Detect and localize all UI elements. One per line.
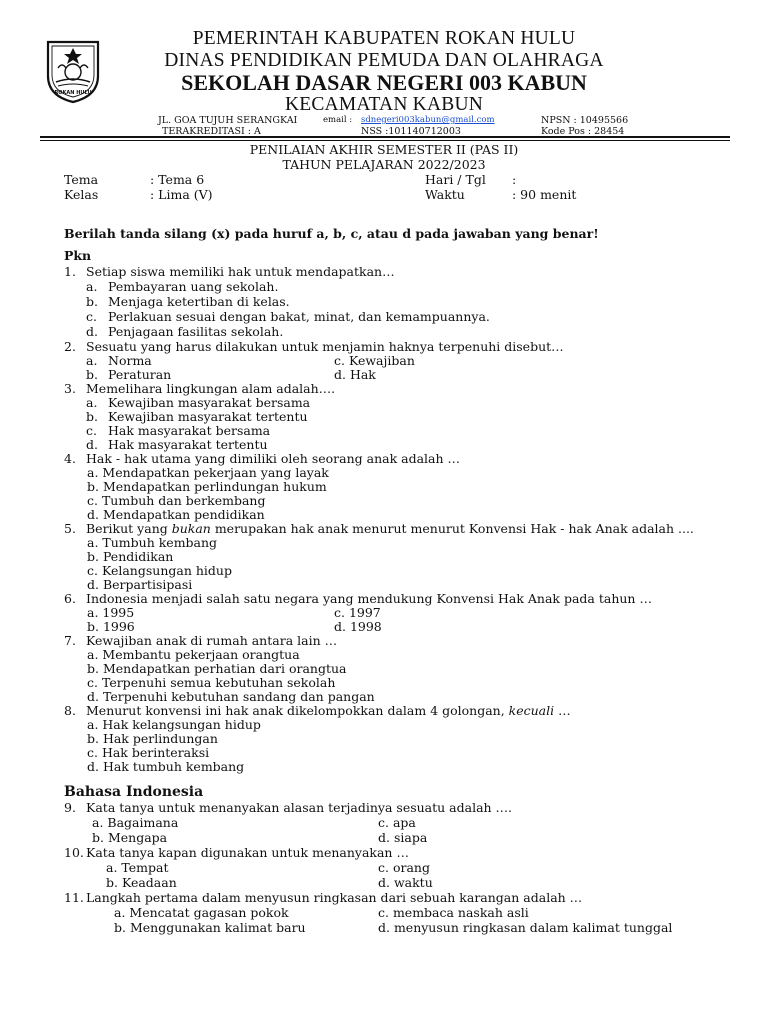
header-accreditation: TERAKREDITASI : A: [162, 126, 261, 137]
instruction: Berilah tanda silang (x) pada huruf a, b, c, atau d pada jawaban yang benar!: [64, 226, 599, 241]
option-text: Menjaga ketertiban di kelas.: [108, 294, 290, 309]
exam-year: TAHUN PELAJARAN 2022/2023: [282, 157, 486, 172]
option-c: c. membaca naskah asli: [378, 905, 529, 920]
header-nss: NSS :101140712003: [361, 126, 461, 137]
option-d: d. Terpenuhi kebutuhan sandang dan pangan: [87, 689, 375, 704]
question-text: Kewajiban anak di rumah antara lain …: [86, 633, 338, 648]
question-text: Langkah pertama dalam menyusun ringkasan dari sebuah karangan adalah …: [86, 890, 583, 905]
option-text: Pembayaran uang sekolah.: [108, 279, 279, 294]
option-d: d. Hak tumbuh kembang: [87, 759, 245, 774]
option-text: Hak masyarakat tertentu: [108, 437, 268, 452]
option-letter: a.: [86, 395, 98, 410]
header-divider-thick: [40, 136, 730, 138]
question-number: 11.: [64, 890, 84, 905]
header-address: JL. GOA TUJUH SERANGKAI: [158, 115, 298, 126]
option-c: c. Hak berinteraksi: [87, 745, 210, 760]
header-email-link[interactable]: sdnegeri003kabun@gmail.com: [361, 115, 495, 125]
question-text: [86, 521, 694, 536]
option-letter: b.: [86, 367, 98, 382]
option-d: d. Hak: [334, 367, 376, 382]
option-a: a. 1995: [87, 605, 135, 620]
option-c: c. 1997: [334, 605, 381, 620]
option-a: a. Tumbuh kembang: [87, 535, 218, 550]
tema-label: Tema: [64, 172, 99, 187]
question-number: 1.: [64, 264, 76, 279]
option-text: Penjagaan fasilitas sekolah.: [108, 324, 284, 339]
question-number: 7.: [64, 633, 76, 648]
option-text: Kewajiban masyarakat tertentu: [108, 409, 308, 424]
option-letter: d.: [86, 324, 98, 339]
question-text: Hak - hak utama yang dimiliki oleh seorang anak adalah …: [86, 451, 461, 466]
question-text-part: merupakan hak anak menurut menurut Konvensi Hak - hak Anak adalah ....: [210, 521, 694, 536]
option-a: a. Mencatat gagasan pokok: [114, 905, 289, 920]
option-c: c. orang: [378, 860, 430, 875]
option-text: Peraturan: [108, 367, 172, 382]
option-b: b. Mendapatkan perhatian dari orangtua: [87, 661, 347, 676]
option-b: b. Mengapa: [92, 830, 168, 845]
question-text-emphasis: kecuali: [508, 703, 555, 718]
option-b: b. Pendidikan: [87, 549, 174, 564]
question-text: Memelihara lingkungan alam adalah….: [86, 381, 336, 396]
option-a: a. Tempat: [106, 860, 169, 875]
option-text: Norma: [108, 353, 152, 368]
header-district: KECAMATAN KABUN: [284, 94, 484, 115]
option-a: a. Mendapatkan pekerjaan yang layak: [87, 465, 329, 480]
question-text-emphasis: bukan: [171, 521, 211, 536]
header-department: DINAS PENDIDIKAN PEMUDA DAN OLAHRAGA: [164, 50, 604, 71]
kelas-value: : Lima (V): [150, 187, 213, 202]
question-number: 4.: [64, 451, 76, 466]
option-c: c. Terpenuhi semua kebutuhan sekolah: [87, 675, 336, 690]
option-d: d. Berpartisipasi: [87, 577, 193, 592]
option-letter: b.: [86, 294, 98, 309]
question-number: 9.: [64, 800, 76, 815]
option-d: d. menyusun ringkasan dalam kalimat tunggal: [378, 920, 673, 935]
question-number: 2.: [64, 339, 76, 354]
waktu-value: : 90 menit: [512, 187, 577, 202]
header-school-name: SEKOLAH DASAR NEGERI 003 KABUN: [181, 70, 587, 95]
header-postcode: Kode Pos : 28454: [541, 126, 625, 137]
exam-title: PENILAIAN AKHIR SEMESTER II (PAS II): [249, 142, 519, 157]
option-d: d. waktu: [378, 875, 433, 890]
option-text: Perlakuan sesuai dengan bakat, minat, dan kemampuannya.: [108, 309, 490, 324]
section-pkn-heading: Pkn: [64, 248, 92, 263]
question-number: 10.: [64, 845, 84, 860]
header-npsn: NPSN : 10495566: [541, 115, 629, 126]
option-b: b. Hak perlindungan: [87, 731, 218, 746]
waktu-label: Waktu: [425, 187, 465, 202]
option-d: d. Mendapatkan pendidikan: [87, 507, 265, 522]
option-letter: a.: [86, 353, 98, 368]
option-letter: a.: [86, 279, 98, 294]
option-c: c. Tumbuh dan berkembang: [87, 493, 266, 508]
option-b: b. Keadaan: [106, 875, 177, 890]
question-text: [86, 703, 571, 718]
option-d: d. siapa: [378, 830, 428, 845]
option-a: a. Membantu pekerjaan orangtua: [87, 647, 300, 662]
question-number: 6.: [64, 591, 76, 606]
question-number: 5.: [64, 521, 76, 536]
question-text: Kata tanya kapan digunakan untuk menanyakan …: [86, 845, 409, 860]
option-text: Kewajiban masyarakat bersama: [108, 395, 311, 410]
question-number: 3.: [64, 381, 76, 396]
option-letter: d.: [86, 437, 98, 452]
header-email-label: email :: [323, 115, 353, 125]
option-c: c. Kewajiban: [334, 353, 415, 368]
question-text: Setiap siswa memiliki hak untuk mendapatkan…: [86, 264, 395, 279]
option-letter: b.: [86, 409, 98, 424]
option-b: b. Menggunakan kalimat baru: [114, 920, 306, 935]
option-d: d. 1998: [334, 619, 382, 634]
tema-value: : Tema 6: [150, 172, 205, 187]
option-letter: c.: [86, 309, 97, 324]
svg-text:ROKAN HULU: ROKAN HULU: [54, 90, 92, 96]
option-text: Hak masyarakat bersama: [108, 423, 271, 438]
question-number: 8.: [64, 703, 76, 718]
question-text: Kata tanya untuk menanyakan alasan terjadinya sesuatu adalah ….: [86, 800, 513, 815]
option-a: a. Hak kelangsungan hidup: [87, 717, 261, 732]
question-text: Sesuatu yang harus dilakukan untuk menjamin haknya terpenuhi disebut…: [86, 339, 564, 354]
question-text: Indonesia menjadi salah satu negara yang mendukung Konvensi Hak Anak pada tahun …: [86, 591, 652, 606]
option-b: b. Mendapatkan perlindungan hukum: [87, 479, 327, 494]
option-b: b. 1996: [87, 619, 135, 634]
question-text-part: Menurut konvensi ini hak anak dikelompokkan dalam 4 golongan,: [86, 703, 509, 718]
section-bahasa-heading: Bahasa Indonesia: [64, 784, 204, 800]
kelas-label: Kelas: [64, 187, 99, 202]
option-a: a. Bagaimana: [92, 815, 179, 830]
option-c: c. Kelangsungan hidup: [87, 563, 232, 578]
hari-label: Hari / Tgl: [425, 172, 486, 187]
header-divider-thin: [40, 140, 730, 141]
question-text-part: Berikut yang: [86, 521, 172, 536]
hari-value: :: [512, 172, 517, 187]
header-government: PEMERINTAH KABUPATEN ROKAN HULU: [192, 28, 576, 49]
option-c: c. apa: [378, 815, 416, 830]
option-letter: c.: [86, 423, 97, 438]
question-text-part: …: [554, 703, 571, 718]
